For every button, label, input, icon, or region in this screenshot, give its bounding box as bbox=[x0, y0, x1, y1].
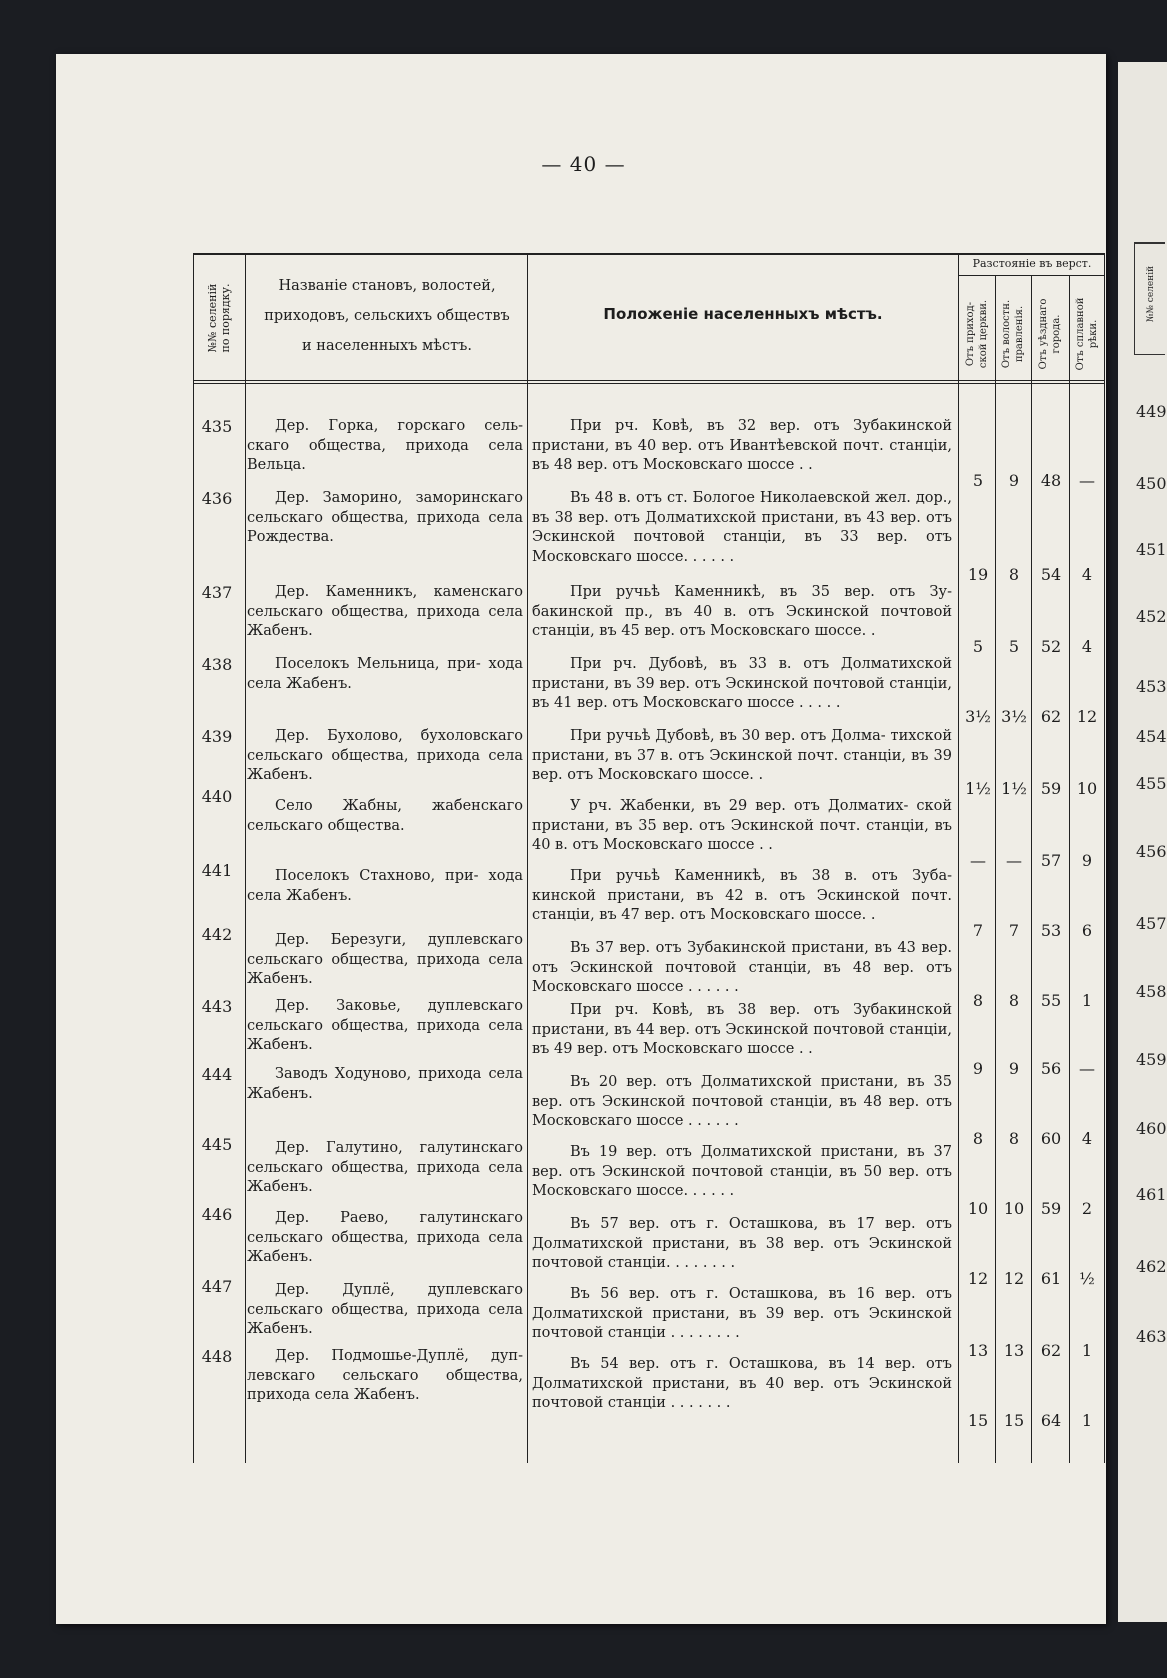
dist-church: 5 bbox=[972, 471, 984, 490]
row-name: Заводъ Ходуново, прихода села Жабенъ. bbox=[247, 1066, 523, 1102]
row-position: При ручьѣ Дубовѣ, въ 30 вер. отъ Долма- тихской пристани, въ 37 в. отъ Эскинской почт. станціи, въ 39 вер. отъ Московскаго шоссе. . bbox=[532, 728, 952, 783]
row-number: 446 bbox=[201, 1205, 233, 1224]
row-position: Въ 20 вер. отъ Долматихской пристани, въ 35 вер. отъ Эскинской почтовой станціи, въ 48 вер. отъ Московскаго шоссе . . . . . . bbox=[532, 1074, 952, 1129]
dist-river: 12 bbox=[1076, 707, 1098, 726]
header-bottom-rule bbox=[193, 380, 1105, 381]
row-name: Дер. Горка, горскаго сель- скаго общества, прихода села Вельца. bbox=[247, 418, 523, 473]
next-page-number: 458 bbox=[1136, 982, 1167, 1001]
dist-volost: 10 bbox=[1003, 1199, 1025, 1218]
col-rule-d2 bbox=[1031, 275, 1032, 1463]
row-name: Дер. Каменникъ, каменскаго сельскаго общества, прихода села Жабенъ. bbox=[247, 584, 523, 639]
dist-church: 5 bbox=[972, 637, 984, 656]
dist-volost: 9 bbox=[1008, 1059, 1020, 1078]
dist-town: 59 bbox=[1040, 1199, 1062, 1218]
row-number: 436 bbox=[201, 489, 233, 508]
next-page-number: 450 bbox=[1136, 474, 1167, 493]
next-page-number: 462 bbox=[1136, 1257, 1167, 1276]
row-number: 443 bbox=[201, 997, 233, 1016]
next-page-number: 456 bbox=[1136, 842, 1167, 861]
dist-town: 62 bbox=[1040, 707, 1062, 726]
next-page-number: 459 bbox=[1136, 1050, 1167, 1069]
dist-town: 60 bbox=[1040, 1129, 1062, 1148]
row-name: Дер. Березуги, дуплевскаго сельскаго общества, прихода села Жабенъ. bbox=[247, 932, 523, 987]
next-page-number: 451 bbox=[1136, 540, 1167, 559]
next-page-number: 461 bbox=[1136, 1185, 1167, 1204]
dist-river: 4 bbox=[1081, 565, 1093, 584]
dist-church: 8 bbox=[972, 1129, 984, 1148]
row-number: 440 bbox=[201, 787, 233, 806]
dist-church: 15 bbox=[967, 1411, 989, 1430]
dist-volost: 8 bbox=[1008, 565, 1020, 584]
dist-town: 64 bbox=[1040, 1411, 1062, 1430]
dist-river: 4 bbox=[1081, 637, 1093, 656]
dist-volost: 3½ bbox=[1001, 707, 1027, 726]
dist-volost: 8 bbox=[1008, 991, 1020, 1010]
page-number: — 40 — bbox=[541, 152, 626, 176]
col-rule-name bbox=[527, 253, 528, 1463]
col-rule-pos bbox=[958, 253, 959, 1463]
dist-river: — bbox=[1079, 1059, 1095, 1078]
dist-volost: 9 bbox=[1008, 471, 1020, 490]
row-number: 441 bbox=[201, 861, 233, 880]
row-number: 439 bbox=[201, 727, 233, 746]
row-name: Дер. Заморино, заморинскаго сельскаго общества, прихода села Рождества. bbox=[247, 490, 523, 545]
next-page-edge bbox=[1118, 62, 1167, 1622]
row-position: Въ 57 вер. отъ г. Осташкова, въ 17 вер. отъ Долматихской пристани, въ 38 вер. отъ Эскинской почтовой станціи. . . . . . . . bbox=[532, 1216, 952, 1271]
row-number: 445 bbox=[201, 1135, 233, 1154]
row-number: 438 bbox=[201, 655, 233, 674]
row-number: 444 bbox=[201, 1065, 233, 1084]
dist-church: 10 bbox=[967, 1199, 989, 1218]
row-position: При рч. Дубовѣ, въ 33 в. отъ Долматихской пристани, въ 39 вер. отъ Эскинской почтовой станціи, въ 41 вер. отъ Московскаго шоссе . . . . . bbox=[532, 656, 952, 711]
dist-church: 9 bbox=[972, 1059, 984, 1078]
row-position: При рч. Ковѣ, въ 32 вер. отъ Зубакинской пристани, въ 40 вер. отъ Ивантѣевской почт. станціи, въ 48 вер. отъ Московскаго шоссе . . bbox=[532, 418, 952, 473]
next-page-number: 452 bbox=[1136, 607, 1167, 626]
dist-river: 4 bbox=[1081, 1129, 1093, 1148]
dist-town: 53 bbox=[1040, 921, 1062, 940]
dist-church: — bbox=[970, 851, 986, 870]
dist-volost: — bbox=[1006, 851, 1022, 870]
settlements-table bbox=[193, 253, 1105, 1463]
row-position: Въ 37 вер. отъ Зубакинской пристани, въ 43 вер. отъ Эскинской почтовой станціи, въ 48 вер. отъ Московскаго шоссе . . . . . . bbox=[532, 940, 953, 995]
row-name: Дер. Раево, галутинскаго сельскаго общества, прихода села Жабенъ. bbox=[247, 1210, 523, 1265]
col-rule-right bbox=[1104, 253, 1105, 1463]
dist-volost: 12 bbox=[1003, 1269, 1025, 1288]
row-position: При ручьѣ Каменникѣ, въ 38 в. отъ Зуба- кинской пристани, въ 42 в. отъ Эскинской почт. станціи, въ 47 вер. отъ Московскаго шоссе. . bbox=[532, 868, 952, 923]
row-name: Дер. Заковье, дуплевскаго сельскаго общества, прихода села Жабенъ. bbox=[247, 998, 523, 1053]
dist-church: 1½ bbox=[965, 779, 991, 798]
header-col-position: Положеніе населенныхъ мѣстъ. bbox=[603, 305, 883, 323]
dist-town: 52 bbox=[1040, 637, 1062, 656]
dist-town: 48 bbox=[1040, 471, 1062, 490]
dist-volost: 1½ bbox=[1001, 779, 1027, 798]
dist-volost: 8 bbox=[1008, 1129, 1020, 1148]
dist-town: 55 bbox=[1040, 991, 1062, 1010]
row-position: Въ 48 в. отъ ст. Бологое Николаевской жел. дор., въ 38 вер. отъ Долматихской пристани, въ 43 вер. отъ Эскинской почтовой станціи, въ 33 вер. отъ Московскаго шоссе. . . . . . bbox=[532, 490, 952, 565]
header-bottom-rule-2 bbox=[193, 383, 1105, 384]
row-position: У рч. Жабенки, въ 29 вер. отъ Долматих- ской пристани, въ 35 вер. отъ Эскинской почт. станціи, въ 40 в. отъ Московскаго шоссе . . bbox=[532, 798, 952, 853]
dist-church: 13 bbox=[967, 1341, 989, 1360]
dist-church: 7 bbox=[972, 921, 984, 940]
next-page-header-label: №№ селеній bbox=[1146, 265, 1156, 323]
row-name: Село Жабны, жабенскаго сельскаго общества. bbox=[247, 798, 523, 834]
dist-river: 9 bbox=[1081, 851, 1093, 870]
row-name: Дер. Галутино, галутинскаго сельскаго общества, прихода села Жабенъ. bbox=[247, 1140, 523, 1195]
row-number: 447 bbox=[201, 1277, 233, 1296]
dist-river: 1 bbox=[1081, 991, 1093, 1010]
row-position: Въ 56 вер. отъ г. Осташкова, въ 16 вер. отъ Долматихской пристани, въ 39 вер. отъ Эскинской почтовой станціи . . . . . . . . bbox=[532, 1286, 952, 1341]
row-position: При ручьѣ Каменникѣ, въ 35 вер. отъ Зу- бакинской пр., въ 40 в. отъ Эскинской почтовой станціи, въ 45 вер. отъ Московскаго шоссе. . bbox=[532, 584, 952, 639]
row-number: 442 bbox=[201, 925, 233, 944]
dist-volost: 7 bbox=[1008, 921, 1020, 940]
dist-river: 1 bbox=[1081, 1411, 1093, 1430]
next-page-number: 455 bbox=[1136, 774, 1167, 793]
row-name: Поселокъ Мельница, при- хода села Жабенъ. bbox=[247, 656, 523, 692]
row-name: Дер. Дуплё, дуплевскаго сельскаго общества, прихода села Жабенъ. bbox=[247, 1282, 523, 1337]
next-page-number: 453 bbox=[1136, 677, 1167, 696]
dist-title-rule bbox=[959, 275, 1105, 276]
dist-town: 61 bbox=[1040, 1269, 1062, 1288]
dist-river: 10 bbox=[1076, 779, 1098, 798]
row-name: Поселокъ Стахново, при- хода села Жабенъ. bbox=[247, 868, 523, 904]
header-distance-title: Разстояніе въ верст. bbox=[972, 257, 1092, 270]
header-dist-town: Отъ уѣзднаго города. bbox=[1038, 298, 1062, 370]
dist-river: — bbox=[1079, 471, 1095, 490]
dist-church: 12 bbox=[967, 1269, 989, 1288]
dist-town: 56 bbox=[1040, 1059, 1062, 1078]
dist-church: 3½ bbox=[965, 707, 991, 726]
dist-town: 59 bbox=[1040, 779, 1062, 798]
row-number: 435 bbox=[201, 417, 233, 436]
dist-town: 62 bbox=[1040, 1341, 1062, 1360]
dist-river: ½ bbox=[1079, 1269, 1095, 1288]
next-page-number: 457 bbox=[1136, 914, 1167, 933]
row-position: При рч. Ковѣ, въ 38 вер. отъ Зубакинской пристани, въ 44 вер. отъ Эскинской почтовой станціи, въ 49 вер. отъ Московскаго шоссе . . bbox=[532, 1002, 952, 1057]
row-position: Въ 19 вер. отъ Долматихской пристани, въ 37 вер. отъ Эскинской почтовой станціи, въ 50 вер. отъ Московскаго шоссе. . . . . . bbox=[532, 1144, 952, 1199]
dist-church: 19 bbox=[967, 565, 989, 584]
col-rule-num bbox=[245, 253, 246, 1463]
dist-volost: 5 bbox=[1008, 637, 1020, 656]
row-number: 437 bbox=[201, 583, 233, 602]
next-page-number: 454 bbox=[1136, 727, 1167, 746]
row-name: Дер. Подмошье-Дуплё, дуп- левскаго сельскаго общества, прихода села Жабенъ. bbox=[247, 1348, 523, 1403]
dist-river: 1 bbox=[1081, 1341, 1093, 1360]
row-name: Дер. Бухолово, бухоловскаго сельскаго общества, прихода села Жабенъ. bbox=[247, 728, 523, 783]
col-rule-d3 bbox=[1069, 275, 1070, 1463]
dist-volost: 15 bbox=[1003, 1411, 1025, 1430]
header-dist-volost: Отъ волостн. правленія. bbox=[1001, 299, 1025, 369]
header-col-num: №№ селеній по порядку. bbox=[206, 283, 232, 353]
row-number: 448 bbox=[201, 1347, 233, 1366]
dist-town: 57 bbox=[1040, 851, 1062, 870]
header-dist-church: Отъ приход- ской церкви. bbox=[965, 299, 989, 369]
table-top-rule bbox=[193, 253, 1105, 255]
dist-river: 6 bbox=[1081, 921, 1093, 940]
dist-church: 8 bbox=[972, 991, 984, 1010]
header-dist-river: Отъ сплавной рѣки. bbox=[1075, 297, 1099, 371]
next-page-number: 449 bbox=[1136, 402, 1167, 421]
dist-volost: 13 bbox=[1003, 1341, 1025, 1360]
next-page-number: 460 bbox=[1136, 1119, 1167, 1138]
next-page-header bbox=[1134, 242, 1165, 355]
col-rule-d1 bbox=[995, 275, 996, 1463]
header-col-name: Названіе становъ, волостей, приходовъ, сельскихъ обществъ и населенныхъ мѣстъ. bbox=[264, 278, 510, 354]
dist-river: 2 bbox=[1081, 1199, 1093, 1218]
next-page-number: 463 bbox=[1136, 1327, 1167, 1346]
row-position: Въ 54 вер. отъ г. Осташкова, въ 14 вер. отъ Долматихской пристани, въ 40 вер. отъ Эскинской почтовой станціи . . . . . . . bbox=[532, 1356, 952, 1411]
dist-town: 54 bbox=[1040, 565, 1062, 584]
